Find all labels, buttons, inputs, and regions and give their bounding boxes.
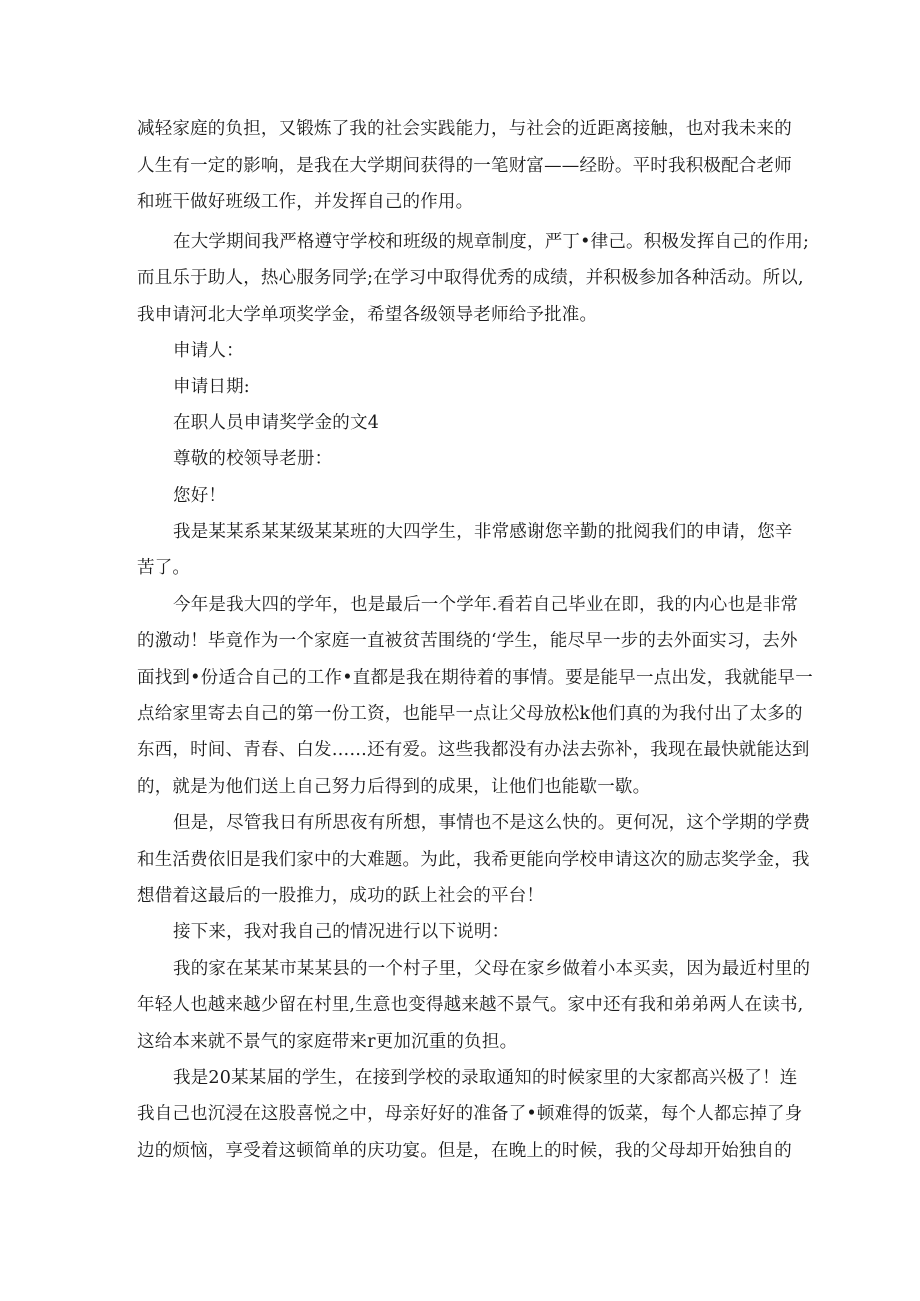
text-line: 年轻人也越来越少留在村里,生意也变得越来越不景气。家中还有我和弟弟两人在读书, [137, 995, 804, 1015]
paragraph-first-line: 今年是我大四的学年，也是最后一个学年.看若自己毕业在即，我的内心也是非常 [173, 595, 799, 615]
text-line: 面找到•份适合自己的工作•直都是我在期待着的事情。要是能早一点出发，我就能早一 [137, 668, 813, 688]
salutation: 尊敬的校领导老册： [173, 449, 333, 469]
paragraph-first-line: 我的家在某某市某某县的一个村子里，父母在家乡做着小本买卖，因为最近村里的 [173, 959, 811, 979]
text-line: 边的烦恼，享受着这顿简单的庆功宴。但是，在晚上的时候，我的父母却开始独自的 [137, 1141, 792, 1161]
applicant-label: 申请人： [173, 341, 244, 361]
text-line: 我申请河北大学单项奖学金，希望各级领导老师给予批准。 [137, 305, 598, 325]
text-line: 苦了。 [137, 558, 191, 578]
paragraph-first-line: 我是某某系某某级某某班的大四学生，非常感谢您辛勤的批阅我们的申请，您辛 [173, 522, 793, 542]
greeting: 您好！ [173, 486, 227, 506]
text-line: 我自己也沉浸在这股喜悦之中，母亲好好的准备了•顿难得的饭菜，每个人都忘掉了身 [137, 1104, 803, 1124]
section-title: 在职人员申请奖学金的文4 [173, 413, 380, 433]
paragraph-first-line: 在大学期间我严格遵守学校和班级的规章制度，严丁•律己。积极发挥自己的作用; [173, 232, 810, 252]
text-line: 而且乐于助人，热心服务同学;在学习中取得优秀的成绩，并积极参加各种活动。所以, [137, 268, 804, 288]
paragraph-first-line: 但是，尽管我日有所思夜有所想，事情也不是这么快的。更何况，这个学期的学费 [173, 813, 811, 833]
text-line: 和生活费依旧是我们家中的大难题。为此，我希更能向学校申请这次的励志奖学金，我 [137, 850, 810, 870]
text-line: 人生有一定的影响，是我在大学期间获得的一笔财富——经盼。平时我积极配合老师 [137, 156, 792, 176]
text-line: 和班干做好班级工作，并发挥自己的作用。 [137, 192, 474, 212]
text-line: 想借着这最后的一股推力，成功的跃上社会的平台！ [137, 886, 545, 906]
text-line: 这给本来就不景气的家庭带来r更加沉重的负担。 [137, 1032, 518, 1052]
paragraph-first-line: 我是20某某届的学生，在接到学校的录取通知的时候家里的大家都高兴极了！连 [173, 1068, 798, 1088]
text-line: 的激动！毕竟作为一个家庭一直被贫苦围绕的‘学生，能尽早一步的去外面实习，去外 [137, 631, 798, 651]
text-line: 的，就是为他们送上自己努力后得到的成果，让他们也能歇一歇。 [137, 777, 651, 797]
application-date-label: 申请日期: [173, 377, 250, 397]
text-line: 点给家里寄去自己的第一份工资，也能早一点让父母放松k他们真的为我付出了太多的 [137, 704, 803, 724]
text-line: 东西，时间、青春、白发……还有爱。这些我都没有办法去弥补，我现在最快就能达到 [137, 740, 810, 760]
paragraph-first-line: 接下来，我对我自己的情况进行以下说明： [173, 922, 510, 942]
text-line: 减轻家庭的负担，又锻炼了我的社会实践能力，与社会的近距离接触，也对我未来的 [137, 119, 792, 139]
